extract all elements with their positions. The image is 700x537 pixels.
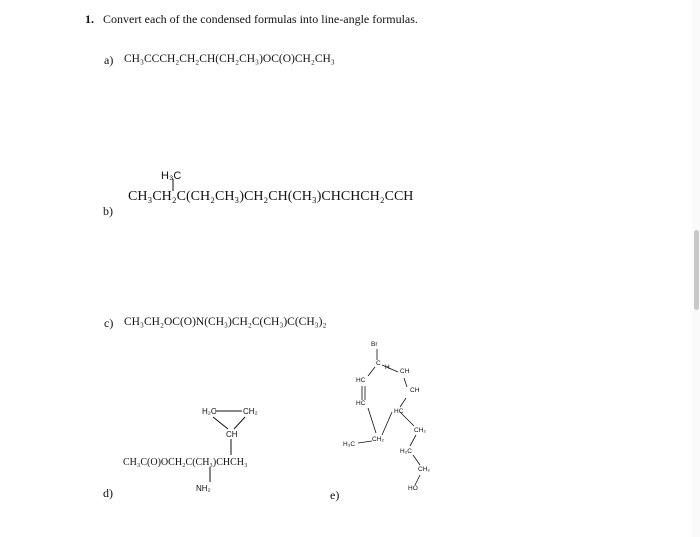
part-d-substituent: NH₂ — [196, 484, 211, 493]
part-a-formula: CH₃CCCH₂CH₂CH(CH₂CH₃)OC(O)CH₂CH₃ — [124, 53, 335, 65]
part-d-chain: CH₃C(O)OCH₂C(CH₃)CHCH₃ — [123, 457, 248, 468]
part-d-ring-bottom: CH — [226, 430, 238, 439]
part-e-hydrogen-top: H — [385, 364, 390, 371]
part-e-h2c: H₂C — [400, 448, 412, 455]
part-e-ch2-d: CH₂ — [418, 466, 430, 473]
part-d-ring-right: CH₂ — [243, 407, 258, 416]
part-c-label: c) — [104, 316, 114, 330]
part-a-label: a) — [104, 53, 114, 67]
part-e-ch2-a: CH₂ — [372, 436, 384, 443]
part-d-label: d) — [103, 486, 113, 500]
part-e-label: e) — [330, 488, 340, 502]
part-e-bonds — [340, 340, 460, 500]
scrollbar-track[interactable] — [692, 0, 700, 537]
part-e-ch-right: CH — [400, 368, 410, 375]
part-e-methyl: H₃C — [343, 441, 356, 448]
part-e-bromine: Br — [371, 341, 378, 348]
part-e-hc-2: HC — [356, 400, 366, 407]
part-e-hc-3: HC — [394, 408, 404, 415]
part-e-ch2-b: CH₂ — [414, 427, 426, 434]
part-d-bonds — [195, 400, 275, 480]
question-number: 1. — [85, 12, 94, 26]
scrollbar-thumb[interactable] — [694, 230, 699, 310]
part-e-hydroxyl: HO — [408, 485, 418, 492]
part-d-ring-left: H₂C — [202, 407, 217, 416]
part-e-ch-right-2: CH — [410, 387, 420, 394]
part-b-label: b) — [103, 204, 113, 218]
part-b-formula: CH₃CH₂C(CH₂CH₃)CH₂CH(CH₃)CHCHCH₂CCH — [128, 189, 414, 204]
part-b-branch-label: H₃C — [161, 170, 182, 182]
part-c-formula: CH₃CH₂OC(O)N(CH₃)CH₂C(CH₃)C(CH₃)₂ — [124, 316, 327, 328]
part-e-carbon-top: C — [376, 360, 381, 367]
question-text: Convert each of the condensed formulas into line-angle formulas. — [103, 12, 418, 26]
part-e-hc-1: HC — [356, 377, 366, 384]
